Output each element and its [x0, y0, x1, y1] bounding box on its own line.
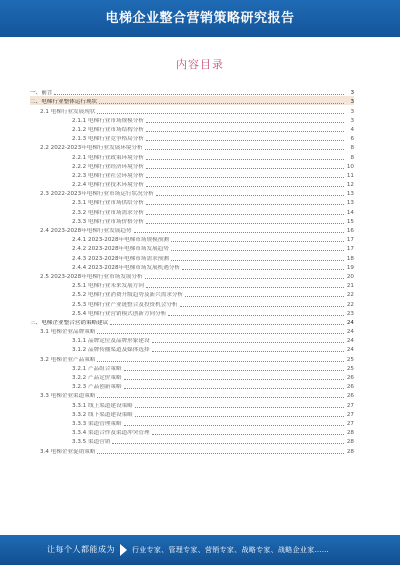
toc-entry[interactable]: [30, 142, 354, 151]
toc-entry-label: 3.1.2 品牌传播渠道及媒体选择: [72, 347, 150, 354]
toc-leader-dots: [145, 278, 344, 279]
toc-entry-page: 23: [346, 310, 354, 317]
toc-leader-dots: [145, 149, 344, 150]
toc-entry-page: 20: [346, 273, 354, 280]
toc-entry-label: 3.2.1 产品组合策略: [72, 365, 122, 372]
toc-leader-dots: [146, 177, 344, 178]
toc-leader-dots: [146, 122, 344, 123]
toc-entry[interactable]: [30, 206, 354, 215]
toc-entry[interactable]: [30, 399, 354, 408]
play-arrow-icon: [120, 544, 127, 556]
toc-entry[interactable]: [30, 170, 354, 179]
toc-entry[interactable]: [30, 243, 354, 252]
toc-leader-dots: [171, 241, 344, 242]
toc-entry-label: 3.3.3 渠道管理策略: [72, 420, 122, 427]
toc-entry-label: 3.1 电梯企业品牌策略: [40, 329, 96, 336]
toc-entry-page: 27: [346, 411, 354, 418]
toc-entry-label: 三、电梯企业整合营销策略建议: [30, 319, 109, 326]
toc-entry-label: 2.5 2023-2028年电梯行业市场发展分析: [40, 273, 143, 280]
toc-entry-page: 26: [346, 393, 354, 400]
toc-entry-label: 2.1.1 电梯行业市场规模分析: [72, 117, 144, 124]
toc-leader-dots: [146, 287, 344, 288]
toc-leader-dots: [97, 397, 344, 398]
toc-entry[interactable]: [30, 115, 354, 124]
toc-entry-page: 8: [350, 154, 354, 161]
toc-leader-dots: [156, 195, 344, 196]
toc-entry[interactable]: [30, 151, 354, 160]
toc-entry-label: 2.5.2 电梯行业消费升级趋势及新兴需求分析: [72, 292, 184, 299]
toc-leader-dots: [124, 388, 344, 389]
toc-entry-page: 12: [346, 182, 354, 189]
toc-entry[interactable]: [30, 280, 354, 289]
toc-entry-page: 25: [346, 365, 354, 372]
toc-leader-dots: [152, 351, 344, 352]
header-divider: [0, 37, 400, 39]
toc-entry-label: 2.3.2 电梯行业市场需求分析: [72, 209, 144, 216]
toc-entry[interactable]: [30, 271, 354, 280]
toc-entry-label: 2.3 2022-2023年电梯行业市场运行状况分析: [40, 191, 154, 198]
table-of-contents: [30, 87, 354, 455]
toc-entry[interactable]: [30, 372, 354, 381]
toc-entry-label: 3.3.4 渠道合作及渠道冲突管理: [72, 430, 150, 437]
toc-entry-page: 3: [350, 117, 354, 124]
toc-entry[interactable]: [30, 133, 354, 142]
toc-entry[interactable]: [30, 363, 354, 372]
toc-leader-dots: [168, 315, 344, 316]
toc-leader-dots: [124, 425, 344, 426]
toc-entry-page: 14: [346, 209, 354, 216]
toc-leader-dots: [97, 113, 344, 114]
toc-entry[interactable]: [30, 381, 354, 390]
toc-entry[interactable]: [30, 427, 354, 436]
toc-entry-page: 27: [346, 420, 354, 427]
toc-entry-page: 25: [346, 356, 354, 363]
toc-entry-page: 21: [346, 283, 354, 290]
toc-entry[interactable]: [30, 353, 354, 362]
toc-entry-page: 26: [346, 384, 354, 391]
toc-entry-label: 3.1.1 品牌定位及品牌形象建设: [72, 338, 150, 345]
toc-leader-dots: [171, 250, 344, 251]
toc-leader-dots: [146, 186, 344, 187]
toc-entry-label: 2.2.4 电梯行业技术环境分析: [72, 182, 144, 189]
toc-entry-label: 3.3.5 渠道营销: [72, 439, 111, 446]
toc-entry-page: 13: [346, 191, 354, 198]
toc-entry-label: 2.3.3 电梯行业市场价格分析: [72, 218, 144, 225]
toc-entry[interactable]: [30, 317, 354, 326]
toc-entry-page: 16: [346, 228, 354, 234]
toc-leader-dots: [146, 168, 344, 169]
toc-entry-page: 3: [350, 90, 354, 97]
toc-leader-dots: [182, 269, 344, 270]
toc-leader-dots: [146, 204, 344, 205]
toc-entry[interactable]: [30, 161, 354, 170]
toc-entry-label: 2.5.3 电梯行业产业链整合及投资机会分析: [72, 301, 178, 308]
toc-entry-label: 一、前言: [30, 90, 53, 97]
toc-entry[interactable]: [30, 96, 354, 105]
toc-entry-label: 3.3.2 线下渠道建设策略: [72, 411, 133, 418]
toc-entry[interactable]: [30, 445, 354, 454]
toc-entry-label: 2.1.3 电梯行业竞争格局分析: [72, 136, 144, 143]
toc-entry-page: 13: [346, 200, 354, 207]
toc-entry-page: 24: [346, 347, 354, 354]
toc-entry-label: 3.2 电梯企业产品策略: [40, 356, 96, 363]
toc-leader-dots: [99, 103, 344, 104]
toc-leader-dots: [124, 379, 344, 380]
toc-leader-dots: [54, 94, 344, 95]
toc-entry-page: 24: [346, 338, 354, 345]
toc-entry-page: 8: [350, 145, 354, 152]
toc-entry-label: 2.5.1 电梯行业未来发展方向: [72, 283, 144, 290]
toc-entry-label: 2.4.4 2023-2028年电梯市场发展机遇分析: [72, 264, 181, 271]
toc-entry-label: 2.2.3 电梯行业社会环境分析: [72, 172, 144, 179]
toc-entry-page: 22: [346, 301, 354, 308]
toc-entry[interactable]: [30, 105, 354, 114]
toc-entry[interactable]: [30, 179, 354, 188]
toc-entry[interactable]: [30, 409, 354, 418]
toc-entry-page: 24: [346, 329, 354, 336]
toc-entry[interactable]: [30, 225, 354, 234]
toc-entry-page: 28: [346, 430, 354, 437]
toc-leader-dots: [180, 306, 344, 307]
toc-entry-label: 2.3.1 电梯行业市场供给分析: [72, 200, 144, 207]
toc-entry-label: 3.2.2 产品定价策略: [72, 375, 122, 381]
toc-entry-page: 28: [346, 439, 354, 446]
toc-entry-page: 10: [346, 163, 354, 170]
toc-entry-label: 2.1 电梯行业发展现状: [40, 108, 96, 115]
toc-entry-label: 2.2 2022-2023年电梯行业发展环境分析: [40, 145, 143, 152]
toc-entry[interactable]: [30, 252, 354, 261]
toc-leader-dots: [124, 370, 344, 371]
toc-leader-dots: [152, 342, 344, 343]
toc-leader-dots: [152, 434, 344, 435]
toc-entry[interactable]: [30, 308, 354, 317]
toc-leader-dots: [146, 214, 344, 215]
toc-leader-dots: [134, 232, 344, 233]
toc-entry[interactable]: [30, 335, 354, 344]
toc-entry-label: 3.2.3 产品创新策略: [72, 384, 122, 391]
toc-leader-dots: [112, 443, 344, 444]
toc-title: 内容目录: [176, 58, 224, 71]
toc-entry-label: 2.1.2 电梯行业市场结构分析: [72, 126, 144, 133]
toc-entry[interactable]: [30, 289, 354, 298]
toc-entry[interactable]: [30, 344, 354, 353]
toc-entry-page: 19: [346, 264, 354, 271]
toc-leader-dots: [135, 407, 344, 408]
toc-leader-dots: [110, 324, 344, 325]
toc-entry-page: 28: [346, 448, 354, 455]
toc-entry[interactable]: [30, 197, 354, 206]
toc-leader-dots: [146, 131, 344, 132]
toc-entry[interactable]: [30, 262, 354, 271]
toc-entry-page: 3: [350, 108, 354, 115]
toc-entry-page: 17: [346, 237, 354, 244]
toc-entry[interactable]: [30, 87, 354, 96]
toc-entry[interactable]: [30, 124, 354, 133]
toc-leader-dots: [171, 260, 344, 261]
toc-entry[interactable]: [30, 234, 354, 243]
toc-entry-page: 18: [346, 255, 354, 262]
toc-leader-dots: [135, 416, 344, 417]
toc-entry-page: 26: [346, 375, 354, 381]
toc-leader-dots: [146, 140, 344, 141]
toc-entry[interactable]: [30, 436, 354, 445]
report-title: 电梯企业整合营销策略研究报告: [105, 11, 295, 26]
footer-tags: 行业专家、管理专家、营销专家、战略专家、战略企业家……: [132, 546, 330, 554]
toc-entry-label: 2.4.1 2023-2028年电梯市场规模预测: [72, 237, 169, 244]
toc-entry-page: 6: [350, 136, 354, 143]
toc-entry-label: 2.2.1 电梯行业政策环境分析: [72, 154, 144, 161]
toc-leader-dots: [97, 361, 344, 362]
toc-entry-label: 3.4 电梯企业促销策略: [40, 448, 96, 455]
toc-entry-page: 11: [346, 172, 354, 179]
toc-entry-label: 3.3 电梯企业渠道策略: [40, 393, 96, 400]
toc-entry-label: 2.4.2 2023-2028年电梯市场发展趋势: [72, 246, 169, 253]
toc-entry-page: 15: [346, 218, 354, 225]
toc-leader-dots: [97, 453, 344, 454]
toc-leader-dots: [146, 223, 344, 224]
toc-entry[interactable]: [30, 298, 354, 307]
toc-entry-label: 二、电梯行业整体运行现状: [30, 99, 98, 106]
toc-entry[interactable]: [30, 216, 354, 225]
toc-entry-label: 2.4 2023-2028年电梯行业发展趋势: [40, 228, 132, 234]
toc-entry-page: 24: [346, 319, 354, 326]
toc-entry-page: 3: [350, 99, 354, 106]
toc-entry[interactable]: [30, 390, 354, 399]
toc-entry-label: 2.2.2 电梯行业经济环境分析: [72, 163, 144, 170]
toc-entry-page: 4: [350, 126, 354, 133]
toc-entry[interactable]: [30, 326, 354, 335]
toc-entry-page: 27: [346, 402, 354, 409]
footer-banner: [0, 535, 400, 565]
toc-entry[interactable]: [30, 188, 354, 197]
toc-entry-page: 22: [346, 292, 354, 299]
toc-leader-dots: [146, 159, 344, 160]
toc-entry-page: 17: [346, 246, 354, 253]
toc-entry-label: 3.3.1 线上渠道建设策略: [72, 402, 133, 409]
footer-slogan: 让每个人都能成为: [47, 545, 115, 554]
toc-entry-label: 2.4.3 2023-2028年电梯市场需求预测: [72, 255, 169, 262]
toc-leader-dots: [97, 333, 344, 334]
toc-entry-label: 2.5.4 电梯行业营销模式创新方向分析: [72, 310, 167, 317]
toc-entry[interactable]: [30, 418, 354, 427]
toc-leader-dots: [185, 296, 344, 297]
